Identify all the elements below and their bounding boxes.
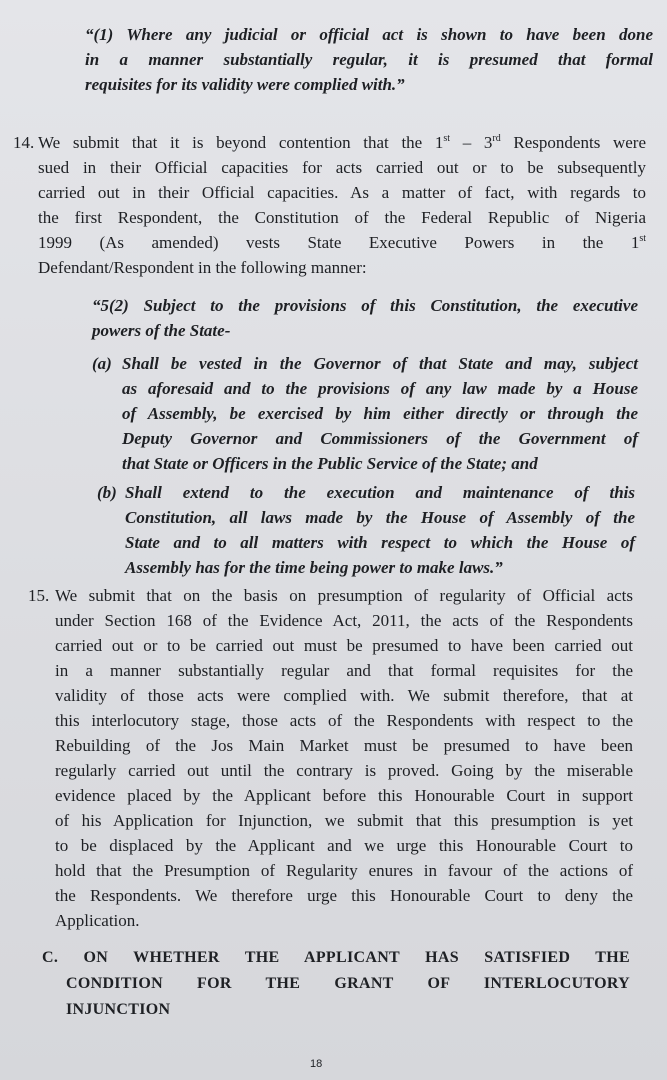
para-15-line: of his Application for Injunction, we submit that this presumption is yet [55, 811, 633, 830]
para-15-line-1: We submit that on the basis on presumption of regularity of Official acts [55, 586, 633, 605]
para-15-line: regularly carried out until the contrary is proved. Going by the miserable [55, 761, 633, 780]
quote-section-168-1 [85, 22, 653, 97]
subsection-b-label: (b) [97, 483, 117, 502]
para-15-line: hold that the Presumption of Regularity enures in favour of the actions of [55, 861, 633, 880]
para-15-line: carried out or to be carried out must be presumed to have been carried out [55, 636, 633, 655]
subsection-a-line: Deputy Governor and Commissioners of the Government of [122, 429, 638, 448]
para-15-line: Rebuilding of the Jos Main Market must be presumed to have been [55, 736, 633, 755]
para-14-number: 14. [13, 133, 35, 152]
para-15-number: 15. [28, 586, 50, 605]
quote-line: “(1) Where any judicial or official act is shown to have been done [85, 25, 653, 44]
heading-line: CONDITION FOR THE GRANT OF INTERLOCUTORY [66, 975, 630, 992]
paragraph-14 [38, 130, 646, 280]
subsection-b-line: Shall extend to the execution and maintenance of this [125, 483, 635, 502]
quote-line: requisites for its validity were complied with.” [85, 75, 405, 94]
subsection-a-line: of Assembly, be exercised by him either directly or through the [122, 404, 638, 423]
quote-section-5-2-intro [92, 293, 638, 343]
section-heading-c [42, 945, 630, 1023]
heading-line: INJUNCTION [66, 1001, 171, 1018]
page-number: 18 [310, 1058, 323, 1070]
para-14-line: the first Respondent, the Constitution of the Federal Republic of Nigeria [38, 208, 646, 227]
para-15-line: the Respondents. We therefore urge this Honourable Court to deny the [55, 886, 633, 905]
para-15-line: evidence placed by the Applicant before this Honourable Court in support [55, 786, 633, 805]
para-15-line: in a manner substantially regular and that formal requisites for the [55, 661, 633, 680]
quote-line: “5(2) Subject to the provisions of this Constitution, the executive [92, 296, 638, 315]
subsection-b [125, 480, 635, 580]
quote-line: in a manner substantially regular, it is presumed that formal [85, 50, 653, 69]
para-15-line: this interlocutory stage, those acts of the Respondents with respect to the [55, 711, 633, 730]
subsection-a-line: that State or Officers in the Public Service of the State; and [122, 454, 538, 473]
para-14-line: carried out in their Official capacities. As a matter of fact, with regards to [38, 183, 646, 202]
para-14-line: sued in their Official capacities for acts carried out or to be subsequently [38, 158, 646, 177]
para-14-line-1: We submit that it is beyond contention that the 1st – 3rd Respondents were [38, 133, 647, 152]
heading-line: C. ON WHETHER THE APPLICANT HAS SATISFIED THE [42, 949, 630, 966]
subsection-b-line: State and to all matters with respect to which the House of [125, 533, 635, 552]
para-14-line: Defendant/Respondent in the following manner: [38, 258, 367, 277]
paragraph-15 [55, 583, 633, 933]
para-15-line: Application. [55, 911, 140, 930]
subsection-b-line: Constitution, all laws made by the House of Assembly of the [125, 508, 635, 527]
para-15-line: validity of those acts were complied with. We submit therefore, that at [55, 686, 633, 705]
subsection-a-label: (a) [92, 354, 112, 373]
subsection-a-line: Shall be vested in the Governor of that State and may, subject [122, 354, 638, 373]
subsection-a-line: as aforesaid and to the provisions of any law made by a House [122, 379, 638, 398]
subsection-b-line: Assembly has for the time being power to make laws.” [125, 558, 503, 577]
para-15-line: under Section 168 of the Evidence Act, 2011, the acts of the Respondents [55, 611, 633, 630]
para-14-line-5: 1999 (As amended) vests State Executive Powers in the 1st [38, 233, 646, 252]
quote-line: powers of the State- [92, 321, 231, 340]
subsection-a [122, 351, 638, 476]
para-15-line: to be displaced by the Applicant and we urge this Honourable Court to [55, 836, 633, 855]
